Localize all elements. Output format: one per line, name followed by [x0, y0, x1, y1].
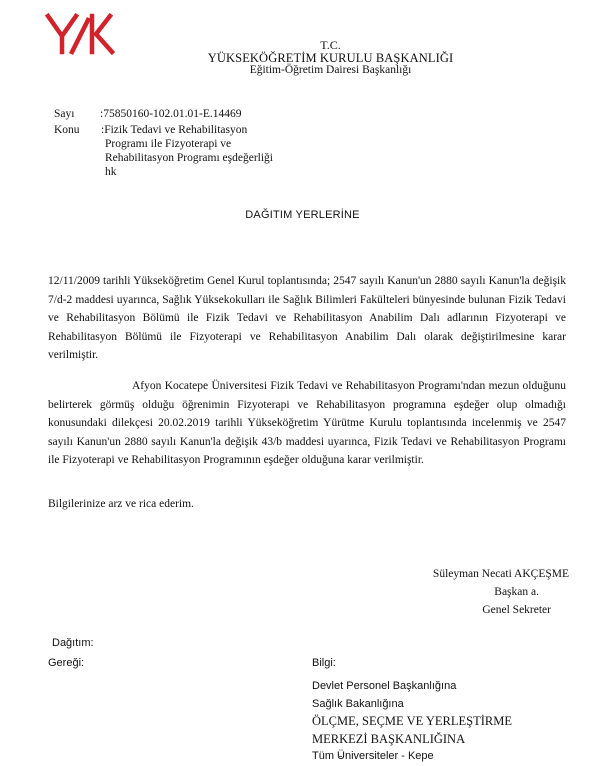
- konu-value: [101, 123, 331, 179]
- konu-label: Konu: [54, 124, 80, 136]
- signatory-title-1: Başkan a.: [494, 586, 539, 598]
- signatory-title-2: Genel Sekreter: [482, 604, 551, 616]
- konu-line: hk: [105, 166, 117, 178]
- konu-line: :Fizik Tedavi ve Rehabilitasyon: [101, 124, 248, 136]
- bilgi-item: MERKEZİ BAŞKANLIĞINA: [312, 731, 466, 746]
- institution-name: YÜKSEKÖĞRETİM KURULU BAŞKANLIĞI: [207, 51, 454, 65]
- bilgi-item: Sağlık Bakanlığına: [312, 697, 404, 710]
- sayi-row: [54, 107, 242, 121]
- konu-line: Programı ile Fizyoterapi ve: [105, 138, 232, 150]
- closing-line: Bilgilerinize arz ve rica ederim.: [48, 498, 194, 510]
- paragraph-2: [48, 377, 566, 470]
- bilgi-item: Tüm Üniversiteler - Kepe: [312, 750, 434, 762]
- dagitim-label: Dağıtım:: [52, 637, 94, 649]
- sayi-value: :75850160-102.01.01-E.14469: [100, 108, 242, 120]
- sayi-label: Sayı: [54, 108, 75, 120]
- konu-label-row: [54, 123, 100, 137]
- paragraph-1: 12/11/2009 tarihli Yükseköğretim Genel Kurul toplantısında; 2547 sayılı Kanun'un 2880 sayılı Kanun'la değişik 7/d-2 maddesi uyarınca, Sağlık Yüksekokulları ile Sağlık Bilimleri Fakülteleri bünyesinde bulunan Fizik Tedavi ve Rehabilitasyon Bölümü ile Fizik Tedavi ve Rehabilitasyon Anabilim Dalı adlarının Fizyoterapi ve Rehabilitasyon Bölümü ile Fizyoterapi ve Rehabilitasyon Anabilim Dalı olarak değiştirilmesine karar verilmiştir.: [48, 275, 566, 361]
- paragraph-2-text: Afyon Kocatepe Üniversitesi Fizik Tedavi ve Rehabilitasyon Programı'ndan mezun olduğunu belirterek görmüş olduğu öğrenimin Fizyoterapi ve Rehabilitasyon programına eşdeğer olup olmadığı konusundaki dilekçesi 20.02.2019 tarihli Yükseköğretim Yürütme Kurulu toplantısında incelenmiş ve 2547 sayılı Kanun'un 2880 sayılı Kanun'la değişik 43/b maddesi uyarınca, Fizik Tedavi ve Rehabilitasyon Programı ile Fizyoterapi ve Rehabilitasyon Programının eşdeğer olduğuna karar verilmiştir.: [48, 380, 566, 466]
- bilgi-list: [312, 678, 512, 766]
- signatory-name: Süleyman Necati AKÇEŞME: [432, 568, 569, 580]
- bilgi-label: Bilgi:: [312, 657, 336, 669]
- bilgi-item: ÖLÇME, SEÇME VE YERLEŞTİRME: [312, 714, 513, 728]
- geregi-label: Gereği:: [48, 657, 85, 669]
- department-name: Eğitim-Öğretim Dairesi Başkanlığı: [249, 64, 412, 76]
- bilgi-item: Devlet Personel Başkanlığına: [312, 680, 457, 692]
- signature-block: [433, 565, 569, 619]
- konu-line: Rehabilitasyon Programı eşdeğerliği: [105, 152, 273, 164]
- header-tc: T.C.: [320, 38, 341, 52]
- recipient-title: DAĞITIM YERLERİNE: [245, 209, 360, 221]
